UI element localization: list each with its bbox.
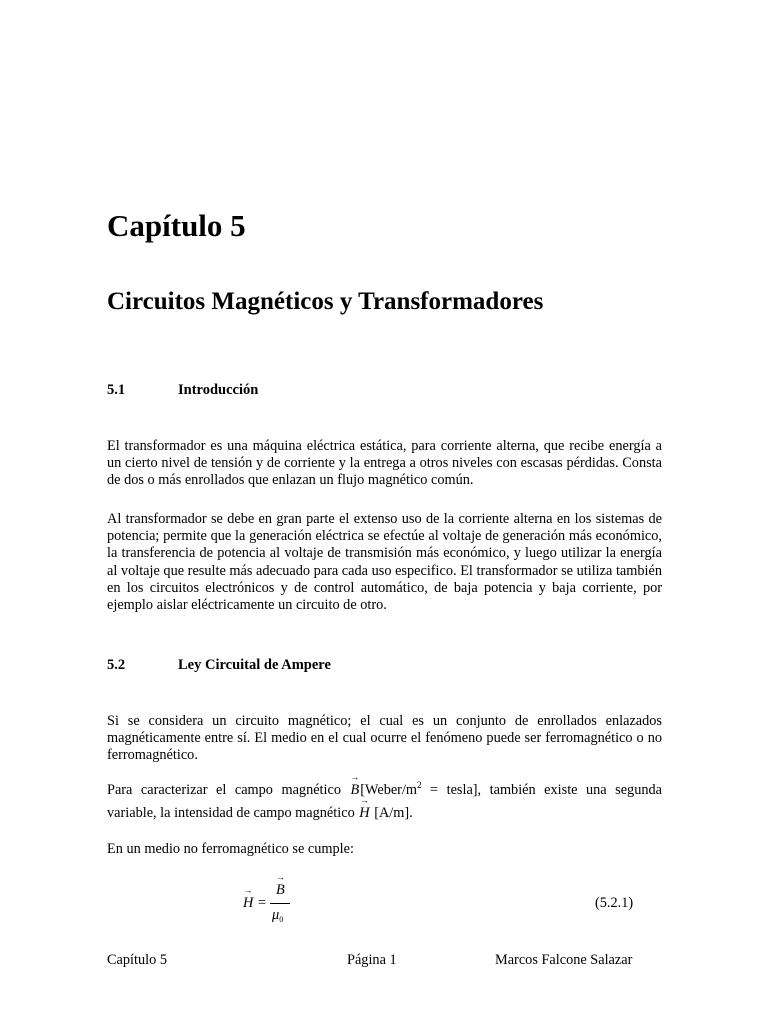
section-2-number: 5.2 (107, 657, 126, 673)
equation-numerator: → B (275, 872, 285, 898)
section-2-paragraph-3: En un medio no ferromagnético se cumple: (107, 841, 354, 857)
section-1-paragraph-2: Al transformador se debe en gran parte el extenso uso de la corriente alterna en los sistemas de potencia; permite que la generación eléctrica se efectúe al voltaje de generación más económico, la transferencia de potencia al voltaje de transmisión más económico, y luego utilizar la energía al voltaje que resulte más adecuado para cada uso especifico. El transformador se utiliza también en los circuitos electrónicos y de control automático, de baja potencia y baja corriente, por ejemplo aislar eléctricamente un circuito de otro. (107, 511, 662, 614)
vector-arrow-icon: → (243, 885, 253, 895)
section-2-title: Ley Circuital de Ampere (178, 657, 331, 673)
section-1-paragraph-1: El transformador es una máquina eléctrica estática, para corriente alterna, que recibe energía a un cierto nivel de tensión y de corriente y la entrega a otros niveles con escasas pérdidas. Consta de dos o más enrollados que enlazan un flujo magnético común. (107, 438, 662, 489)
section-2-line-a (107, 771, 662, 799)
footer-center: Página 1 (347, 952, 397, 968)
vector-b-symbol: → B (350, 771, 360, 798)
equation-denominator: $\mu_0$ (272, 907, 284, 924)
section-1-title: Introducción (178, 382, 259, 398)
footer-right: Marcos Falcone Salazar (495, 952, 633, 968)
line-b-after: [A/m]. (374, 805, 413, 821)
equation-lhs: → H (243, 885, 254, 911)
vector-arrow-icon: → (350, 771, 360, 782)
footer-left: Capítulo 5 (107, 952, 167, 968)
equation-number: (5.2.1) (595, 895, 634, 911)
line-a-before: Para caracterizar el campo magnético (107, 781, 341, 798)
vector-arrow-icon: → (275, 872, 285, 882)
line-b-before: variable, la intensidad de campo magnético (107, 805, 355, 821)
section-2-paragraph-1: Si se considera un circuito magnético; el cual es un conjunto de enrollados enlazados magnéticamente entre sí. El medio en el cual ocurre el fenómeno puede ser ferromagnético o no ferromagnético. (107, 713, 662, 764)
line-a-after: = tesla], también existe una segunda (421, 781, 662, 798)
fraction-bar (270, 903, 290, 904)
vector-arrow-icon: → (359, 795, 369, 805)
section-2-line-b (107, 795, 662, 822)
chapter-title: Capítulo 5 (107, 208, 246, 243)
chapter-subtitle: Circuitos Magnéticos y Transformadores (107, 288, 544, 315)
equation-equals: = (258, 895, 267, 911)
vector-h-symbol: → H (359, 795, 370, 821)
equation-5-2-1 (241, 872, 301, 932)
line-a-unit: [Weber/m (360, 781, 418, 798)
section-1-number: 5.1 (107, 382, 126, 398)
line-a-superscript: 2 (417, 780, 422, 790)
